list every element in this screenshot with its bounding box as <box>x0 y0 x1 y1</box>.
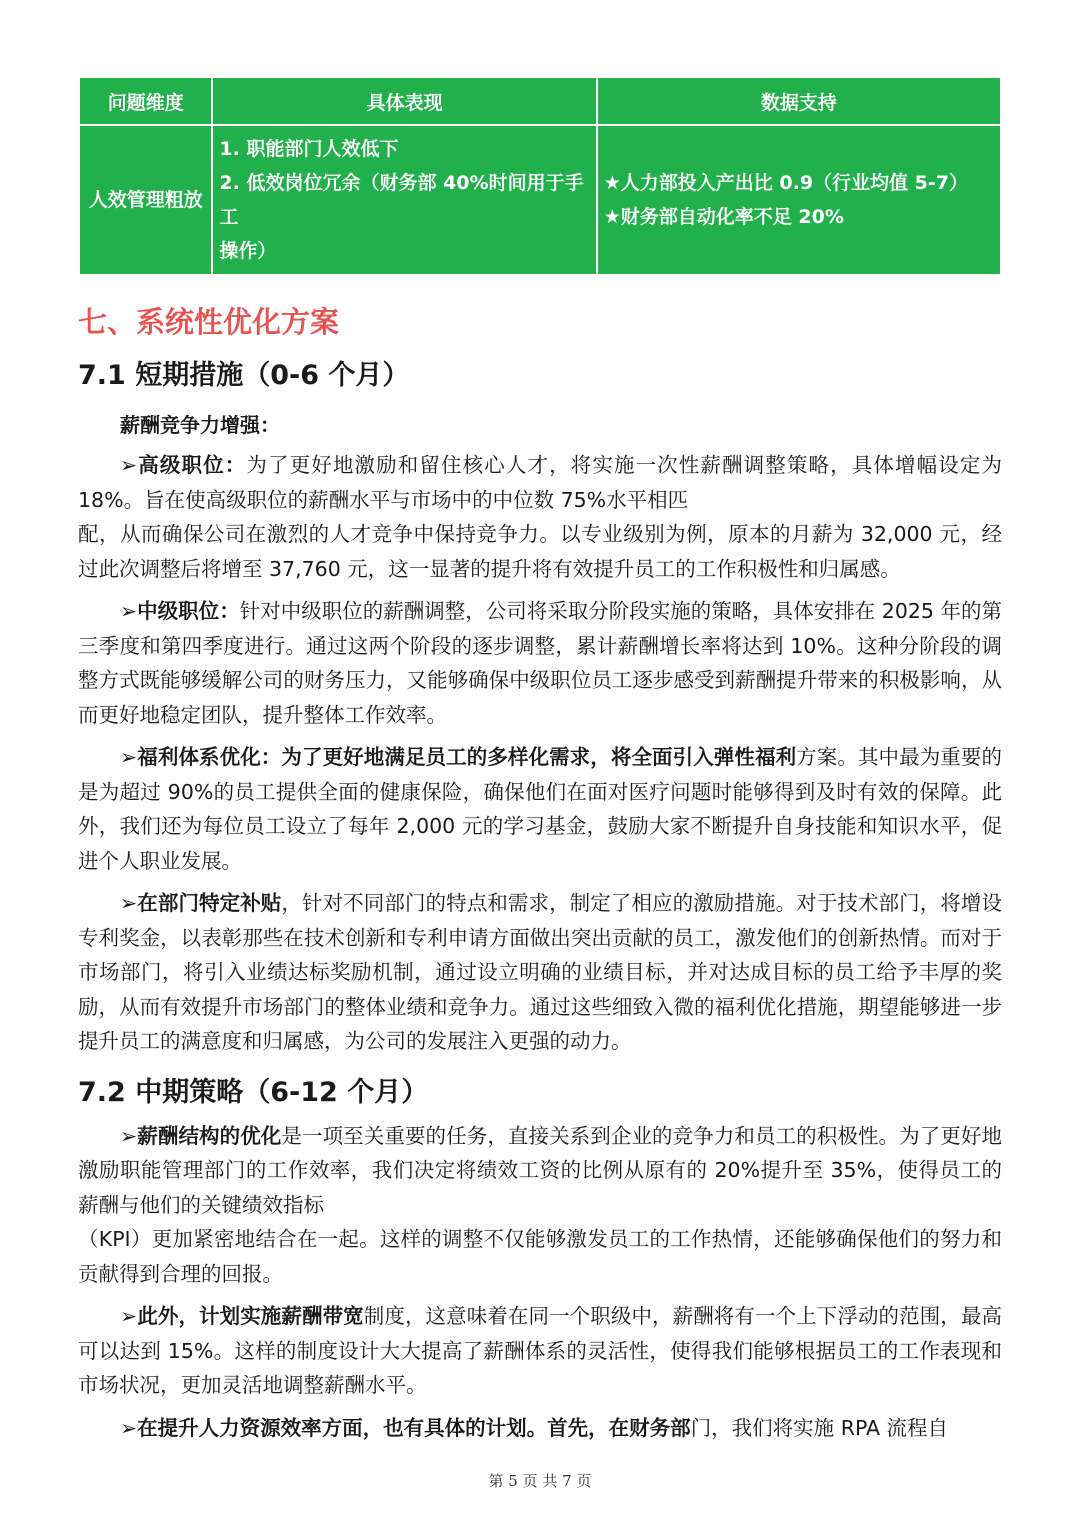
issue-table <box>78 76 1002 276</box>
paragraph-text: ，针对不同部门的特点和需求，制定了相应的激励措施。对于技术部门，将增设专利奖金，以表彰那些在技术创新和专利申请方面做出突出贡献的员工，激发他们的创新热情。而对于市场部门，将引入业绩达标奖励机制，通过设立明确的业绩目标，并对达成目标的员工给予丰厚的奖励，从而有效提升市场部门的整体业绩和竞争力。通过这些细致入微的福利优化措施，期望能够进一步提升员工的满意度和归属感，为公司的发展注入更强的动力。 <box>78 891 1002 1053</box>
subsection-title-7-1: 7.1 短期措施（0-6 个月） <box>78 360 410 391</box>
subsection-title-7-2: 7.2 中期策略（6-12 个月） <box>78 1076 429 1108</box>
paragraph-text: （KPI）更加紧密地结合在一起。这样的调整不仅能够激发员工的工作热情，还能够确保他们的努力和贡献得到合理的回报。 <box>78 1227 1002 1286</box>
bullet-label: ➢中级职位： <box>120 599 240 623</box>
paragraph-broadband <box>78 1299 1002 1403</box>
cell-description <box>212 125 596 275</box>
paragraph-mid <box>78 594 1002 732</box>
paragraph-text: 针对中级职位的薪酬调整，公司将采取分阶段实施的策略，具体安排在 2025 年的第三季度和第四季度进行。通过这两个阶段的逐步调整，累计薪酬增长率将达到 10%。这种分阶段的调整方式既能够缓解公司的财务压力，又能够确保中级职位员工逐步感受到薪酬提升带来的积极影响，从而更好地稳定团队，提升整体工作效率。 <box>78 599 1002 727</box>
cell-data <box>597 125 1001 275</box>
data-line: ★财务部自动化率不足 20% <box>603 206 844 228</box>
bullet-label: ➢此外，计划实施薪酬带宽 <box>120 1304 364 1328</box>
paragraph-text: 方案。其中最为重要的是为超过 90%的员工提供全面的健康保险，确保他们在面对医疗问题时能够得到及时有效的保障。此外，我们还为每位员工设立了每年 2,000 元的学习基金，鼓励大家不断提升自身技能和知识水平，促进个人职业发展。 <box>78 745 1002 873</box>
paragraph-text: 是一项至关重要的任务，直接关系到企业的竞争力和员工的积极性。为了更好地激励职能管理部门的工作效率，我们决定将绩效工资的比例从原有的 20%提升至 35%，使得员工的薪酬与他们的关键绩效指标 <box>78 1123 1002 1217</box>
table-header-row <box>79 77 1001 125</box>
paragraph-senior <box>78 448 1002 586</box>
paragraph-text: 为了更好地激励和留住核心人才，将实施一次性薪酬调整策略，具体增幅设定为 18%。旨在使高级职位的薪酬水平与市场中的中位数 75%水平相匹 <box>78 453 1002 512</box>
bullet-label: ➢福利体系优化：为了更好地满足员工的多样化需求，将全面引入弹性福利 <box>120 745 797 769</box>
desc-line: 2. 低效岗位冗余（财务部 40%时间用于手工 <box>219 172 584 228</box>
desc-line: 操作） <box>219 240 277 262</box>
cell-dimension: 人效管理粗放 <box>79 125 212 275</box>
paragraph-text: 制度，这意味着在同一个职级中，薪酬将有一个上下浮动的范围，最高可以达到 15%。这样的制度设计大大提高了薪酬体系的灵活性，使得我们能够根据员工的工作表现和市场状况，更加灵活地调整薪酬水平。 <box>78 1304 1002 1397</box>
bullet-label: ➢薪酬结构的优化 <box>120 1123 282 1148</box>
table-row <box>79 125 1001 275</box>
document-page <box>78 76 1002 1445</box>
bullet-label: ➢在提升人力资源效率方面，也有具体的计划。首先，在财务部 <box>120 1415 691 1440</box>
header-description: 具体表现 <box>212 77 596 125</box>
paragraph-structure <box>78 1119 1002 1292</box>
paragraph-text: 门，我们将实施 RPA 流程自 <box>690 1415 949 1440</box>
paragraph-subsidy <box>78 886 1002 1059</box>
header-dimension: 问题维度 <box>79 77 212 125</box>
paragraph-text: 配，从而确保公司在激烈的人才竞争中保持竞争力。以专业级别为例，原本的月薪为 32,000 元，经过此次调整后将增至 37,760 元，这一显著的提升将有效提升员工的工作积极性和归属感。 <box>78 522 1002 581</box>
desc-line: 1. 职能部门人效低下 <box>219 138 399 160</box>
paragraph-benefits <box>78 740 1002 878</box>
paragraph-efficiency <box>78 1411 1002 1446</box>
lead-heading: 薪酬竞争力增强： <box>120 413 280 437</box>
page-footer: 第 5 页 共 7 页 <box>488 1472 592 1490</box>
header-data: 数据支持 <box>597 77 1001 125</box>
section-title: 七、系统性优化方案 <box>78 305 340 339</box>
bullet-label: ➢在部门特定补贴 <box>120 891 282 915</box>
bullet-label: ➢高级职位： <box>120 453 247 477</box>
data-line: ★人力部投入产出比 0.9（行业均值 5-7） <box>603 172 968 194</box>
